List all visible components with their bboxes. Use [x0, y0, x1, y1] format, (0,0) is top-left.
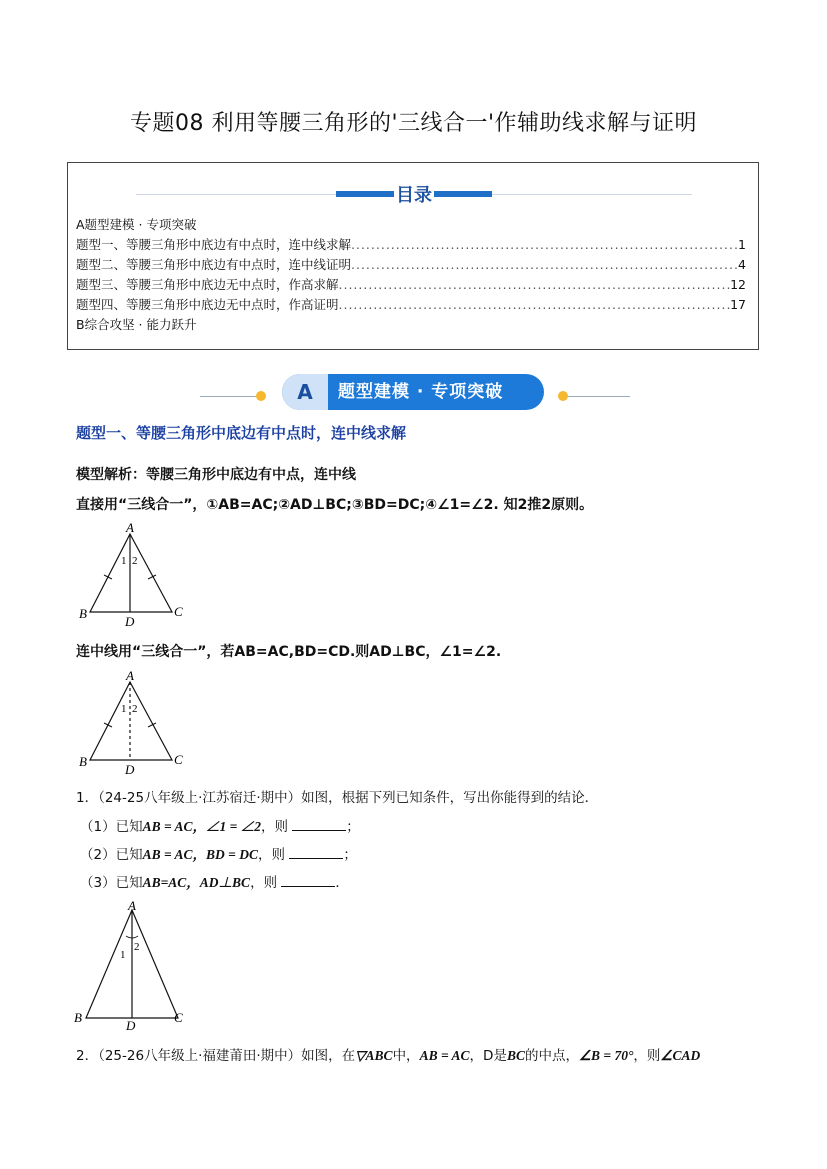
- toc-rule-right: [492, 194, 692, 195]
- model-label: 模型解析：等腰三角形中底边有中点，连中线: [76, 467, 356, 483]
- angle-label-1: 1: [120, 949, 126, 961]
- toc-rule-left: [136, 194, 336, 195]
- label-a: A: [128, 898, 136, 913]
- banner-dot-right: [558, 391, 568, 401]
- label-b: B: [79, 754, 87, 769]
- triangle-diagram-3: [70, 898, 200, 1034]
- median-rule: 连中线用“三线合一”，若AB=AC,BD=CD.则AD⊥BC，∠1=∠2.: [76, 644, 502, 660]
- label-b: B: [74, 1010, 82, 1025]
- label-c: C: [174, 752, 183, 767]
- label-a: A: [126, 668, 134, 683]
- banner-text: 题型建模 · 专项突破: [338, 382, 504, 402]
- section-banner: [200, 374, 630, 410]
- angle-label-2: 2: [134, 941, 140, 953]
- triangle-diagram-1: [74, 520, 194, 630]
- banner-rule-left: [200, 396, 260, 397]
- toc-item[interactable]: 题型二、等腰三角形中底边有中点时，连中线证明 ..... 4: [76, 255, 746, 275]
- banner-letter: A: [282, 374, 328, 410]
- toc-item[interactable]: 题型一、等腰三角形中底边有中点时，连中线求解 ..... 1: [76, 235, 746, 255]
- answer-blank[interactable]: [281, 874, 335, 887]
- label-d: D: [125, 614, 135, 629]
- banner-rule-right: [568, 396, 630, 397]
- toc-header: [68, 181, 758, 207]
- label-d: D: [126, 1018, 136, 1033]
- triangle-outline: [90, 682, 172, 760]
- toc-bar-right: [434, 191, 492, 197]
- question-1-part-3: （3）已知AB=AC，AD⊥BC，则 ．: [80, 875, 349, 891]
- toc-heading: 目录: [396, 185, 432, 206]
- triangle-diagram-2: [74, 668, 194, 778]
- question-1-stem: 1．（24-25八年级上·江苏宿迁·期中）如图，根据下列已知条件，写出你能得到的结论．: [76, 790, 599, 806]
- label-c: C: [174, 604, 183, 619]
- answer-blank[interactable]: [289, 846, 343, 859]
- toc-box: [67, 162, 759, 350]
- toc-list: [76, 215, 746, 335]
- banner-dot-left: [256, 391, 266, 401]
- angle-label-2: 2: [132, 555, 138, 567]
- question-2-stem: 2．（25-26八年级上·福建莆田·期中）如图，在▽ABC中，AB = AC，D是BC的中点，∠B = 70°，则∠CAD: [76, 1048, 701, 1064]
- label-d: D: [125, 762, 135, 777]
- angle-label-1: 1: [121, 703, 127, 715]
- page-title: 专题08 利用等腰三角形的'三线合一'作辅助线求解与证明: [129, 111, 698, 136]
- type1-heading: 题型一、等腰三角形中底边有中点时，连中线求解: [76, 424, 407, 442]
- toc-bar-left: [336, 191, 394, 197]
- direct-rule: 直接用“三线合一”，①AB=AC;②AD⊥BC;③BD=DC;④∠1=∠2. 知2推2原则。: [76, 497, 594, 513]
- question-1-part-2: （2）已知AB = AC，BD = DC，则 ；: [80, 847, 357, 863]
- toc-section-b[interactable]: B综合攻坚 · 能力跃升: [76, 317, 197, 332]
- question-1-part-1: （1）已知AB = AC，∠1 = ∠2，则 ；: [80, 819, 360, 835]
- toc-item[interactable]: 题型三、等腰三角形中底边无中点时，作高求解 ..... 12: [76, 275, 746, 295]
- label-a: A: [126, 520, 134, 535]
- triangle-outline: [90, 534, 172, 612]
- toc-section-a[interactable]: A题型建模 · 专项突破: [76, 217, 197, 232]
- label-c: C: [174, 1010, 183, 1025]
- angle-label-2: 2: [132, 703, 138, 715]
- label-b: B: [79, 606, 87, 621]
- angle-label-1: 1: [121, 555, 127, 567]
- toc-item[interactable]: 题型四、等腰三角形中底边无中点时，作高证明 ..... 17: [76, 295, 746, 315]
- answer-blank[interactable]: [292, 818, 346, 831]
